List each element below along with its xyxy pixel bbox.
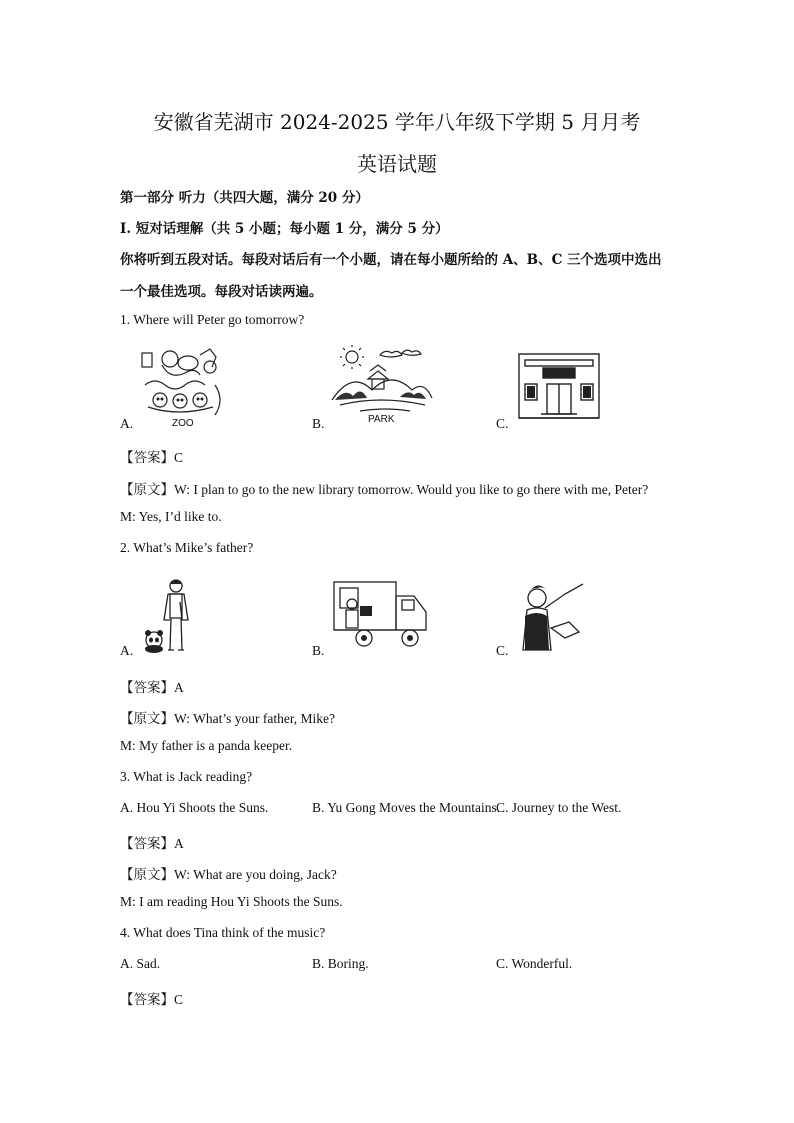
section-heading: I. 短对话理解（共 5 小题；每小题 1 分，满分 5 分） — [120, 221, 449, 237]
q1-answer: 【答案】C — [120, 450, 184, 465]
park-picture — [330, 345, 435, 417]
instructions-line2: 一个最佳选项。每段对话读两遍。 — [120, 284, 323, 300]
page-subtitle: 英语试题 — [357, 152, 437, 176]
instructions-line1: 你将听到五段对话。每段对话后有一个小题，请在每小题所给的 A、B、C 三个选项中选出 — [120, 252, 662, 268]
q2-option-a: A. — [120, 643, 134, 658]
q4-option-b: B. Boring. — [312, 956, 369, 971]
question-3: 3. What is Jack reading? — [120, 769, 253, 784]
panda-keeper-picture — [140, 578, 195, 654]
page-title: 安徽省芜湖市 2024-2025 学年八年级下学期 5 月月考 — [153, 110, 641, 134]
teacher-picture — [515, 578, 590, 656]
q3-answer: 【答案】A — [120, 836, 184, 851]
q4-option-a: A. Sad. — [120, 956, 161, 971]
q3-option-c: C. Journey to the West. — [496, 800, 622, 815]
park-caption: PARK — [368, 414, 395, 425]
library-picture — [515, 350, 603, 422]
q3-transcript-line1: 【原文】W: What are you doing, Jack? — [120, 867, 337, 882]
q4-answer: 【答案】C — [120, 992, 184, 1007]
q3-option-a: A. Hou Yi Shoots the Suns. — [120, 800, 269, 815]
q1-transcript-line1: 【原文】W: I plan to go to the new library tomorrow. Would you like to go there with me, Peter? — [120, 482, 649, 497]
q2-option-b: B. — [312, 643, 325, 658]
q3-option-b: B. Yu Gong Moves the Mountains. — [312, 800, 501, 815]
question-1: 1. Where will Peter go tomorrow? — [120, 312, 305, 327]
question-2: 2. What’s Mike’s father? — [120, 540, 254, 555]
delivery-truck-picture — [330, 578, 430, 650]
q3-transcript-line2: M: I am reading Hou Yi Shoots the Suns. — [120, 894, 343, 909]
zoo-picture — [140, 345, 230, 420]
q1-option-b: B. — [312, 416, 325, 431]
q2-option-c: C. — [496, 643, 509, 658]
q2-answer: 【答案】A — [120, 680, 184, 695]
q1-transcript-line2: M: Yes, I’d like to. — [120, 509, 222, 524]
q1-option-c: C. — [496, 416, 509, 431]
part-heading: 第一部分 听力（共四大题，满分 20 分） — [120, 190, 369, 206]
q2-transcript-line1: 【原文】W: What’s your father, Mike? — [120, 711, 336, 726]
q2-transcript-line2: M: My father is a panda keeper. — [120, 738, 293, 753]
question-4: 4. What does Tina think of the music? — [120, 925, 326, 940]
zoo-caption: ZOO — [172, 418, 194, 429]
q1-option-a: A. — [120, 416, 134, 431]
q4-option-c: C. Wonderful. — [496, 956, 573, 971]
